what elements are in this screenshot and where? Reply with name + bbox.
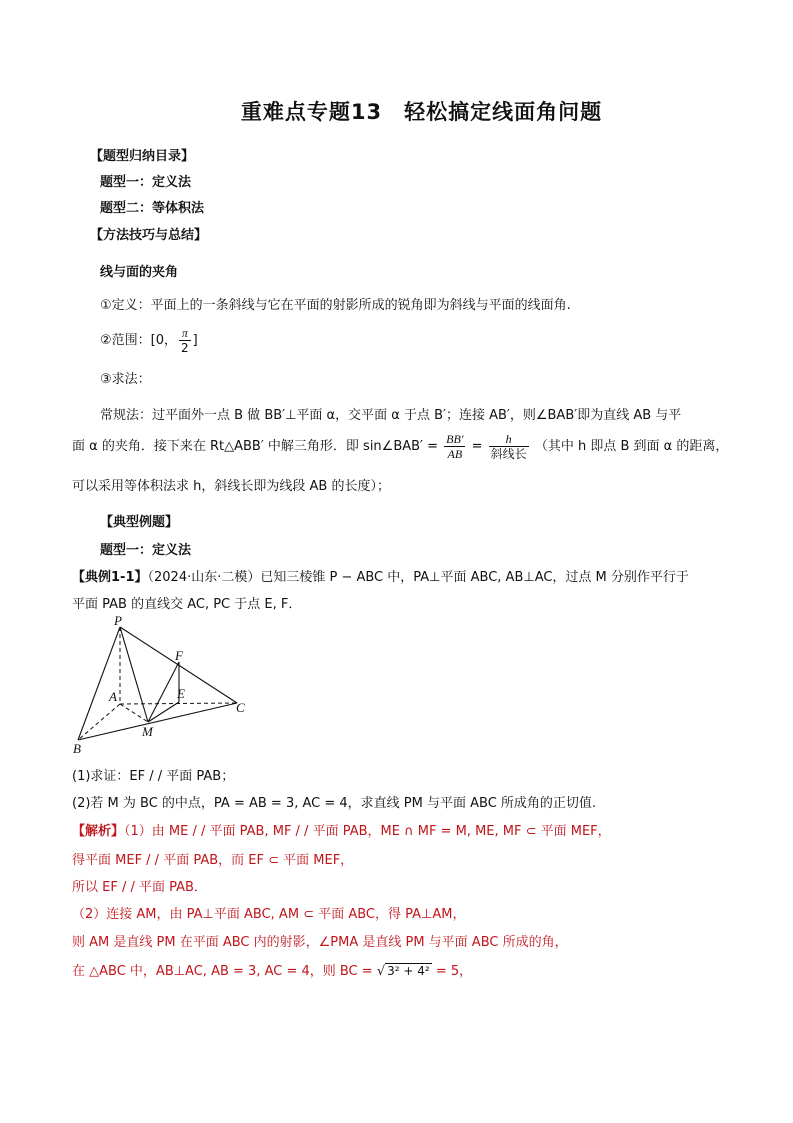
example-source: （2024·山东·二模）已知三棱锥 P − ABC 中，PA⊥平面 ABC, AB⊥AC，过点 M 分别作平行于 xyxy=(147,570,689,585)
methods-header: 【方法技巧与总结】 xyxy=(90,228,208,243)
label-B: B xyxy=(73,741,81,756)
p2-text-b: （其中 h 即点 B 到面 α 的距离， xyxy=(534,439,729,454)
label-C: C xyxy=(236,700,245,715)
fraction-bb-ab-num: BB′ xyxy=(446,432,464,446)
fraction-bb-ab-den: AB xyxy=(447,447,463,461)
toc-header: 【题型归纳目录】 xyxy=(90,149,195,164)
fraction-h xyxy=(489,432,529,461)
range-fraction xyxy=(179,326,191,355)
examples-header: 【典型例题】 xyxy=(100,515,179,530)
toc-type2: 题型二：等体积法 xyxy=(100,201,205,216)
page-title: 重难点专题13 轻松搞定线面角问题 xyxy=(240,100,603,124)
range-suffix: ] xyxy=(192,333,198,348)
methods-paragraph-line2 xyxy=(72,432,728,461)
fraction-h-num: h xyxy=(489,432,529,447)
methods-definition: ①定义：平面上的一条斜线与它在平面的射影所成的锐角即为斜线与平面的线面角. xyxy=(100,298,571,313)
edge-pb xyxy=(78,627,120,740)
pyramid-figure xyxy=(60,612,260,760)
edge-pm xyxy=(120,627,148,722)
methods-paragraph-line1: 常规法：过平面外一点 B 做 BB′⊥平面 α，交平面 α 于点 B′；连接 AB′，则∠BAB′即为直线 AB 与平 xyxy=(100,408,682,423)
edge-mf xyxy=(148,662,179,722)
methods-paragraph-line3: 可以采用等体积法求 h，斜线长即为线段 AB 的长度）； xyxy=(72,479,390,494)
solution-line6: 在 △ABC 中，AB⊥AC, AB = 3, AC = 4，则 BC = √ 3² + 4² = 5， xyxy=(72,964,473,979)
methods-subheader: 线与面的夹角 xyxy=(100,265,179,280)
question-2: (2)若 M 为 BC 的中点，PA = AB = 3, AC = 4，求直线 PM 与平面 ABC 所成角的正切值. xyxy=(72,796,597,811)
range-numerator: π xyxy=(179,326,191,341)
edge-ac xyxy=(120,703,237,704)
label-F: F xyxy=(175,648,183,663)
range-prefix: ②范围：[0， xyxy=(100,333,177,348)
p2-equals: = xyxy=(471,439,483,454)
examples-type1: 题型一：定义法 xyxy=(100,543,192,558)
solution-line6-b: = 5， xyxy=(435,964,473,979)
toc-type1: 题型一：定义法 xyxy=(100,175,192,190)
example-label: 【典例1-1】 xyxy=(72,570,148,585)
solution-line6-a: 在 △ABC 中，AB⊥AC, AB = 3, AC = 4，则 BC = xyxy=(72,964,373,979)
solution-part1: （1）由 ME / / 平面 PAB, MF / / 平面 PAB，ME ∩ MF = M, ME, MF ⊂ 平面 MEF， xyxy=(124,824,611,839)
solution-line3: 所以 EF / / 平面 PAB． xyxy=(72,880,207,895)
fraction-h-den: 斜线长 xyxy=(490,447,527,461)
methods-range xyxy=(100,326,198,355)
methods-method-label: ③求法： xyxy=(100,372,151,387)
solution-line4: （2）连接 AM，由 PA⊥平面 ABC, AM ⊂ 平面 ABC，得 PA⊥AM， xyxy=(72,907,466,922)
fraction-bb-ab xyxy=(444,432,465,461)
label-E: E xyxy=(177,686,185,701)
solution-label: 【解析】 xyxy=(72,824,125,839)
solution-line5: 则 AM 是直线 PM 在平面 ABC 内的射影，∠PMA 是直线 PM 与平面 ABC 所成的角， xyxy=(72,935,568,950)
example-line2: 平面 PAB 的直线交 AC, PC 于点 E, F． xyxy=(72,597,302,612)
label-A: A xyxy=(109,689,117,704)
solution-line1 xyxy=(72,820,611,839)
label-M: M xyxy=(142,724,153,739)
question-1: (1)求证：EF / / 平面 PAB； xyxy=(72,769,235,784)
edge-bc xyxy=(78,703,237,740)
range-denominator: 2 xyxy=(181,341,189,355)
example-line1 xyxy=(72,566,689,585)
label-P: P xyxy=(114,613,122,628)
p2-text-a: 面 α 的夹角．接下来在 Rt△ABB′ 中解三角形．即 sin∠BAB′ = xyxy=(72,439,439,454)
solution-line2: 得平面 MEF / / 平面 PAB，而 EF ⊂ 平面 MEF， xyxy=(72,853,354,868)
solution-sqrt: 3² + 4² xyxy=(387,964,430,978)
